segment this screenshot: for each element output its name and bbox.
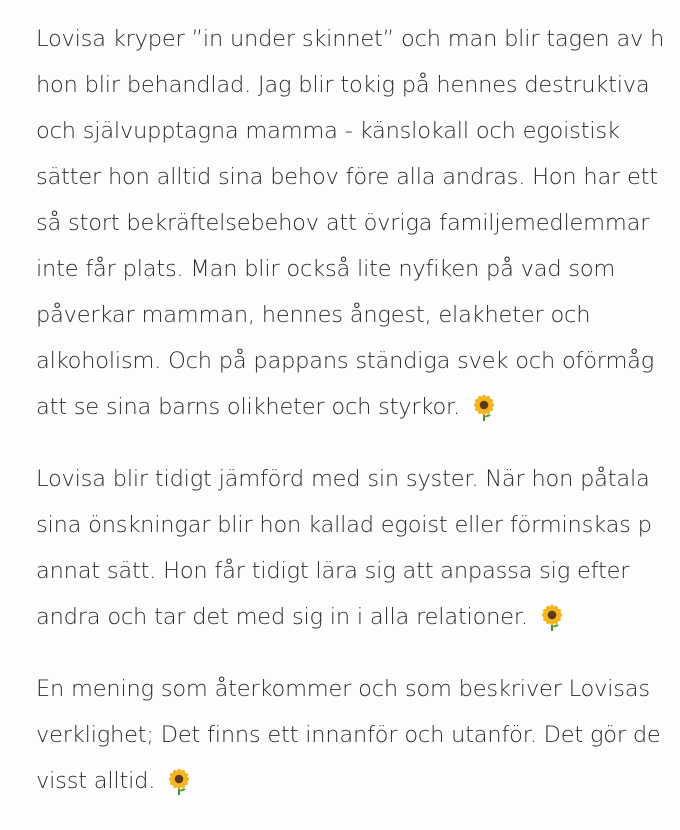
text-line: verklighet; Det finns ett innanför och utanför. Det gör de	[36, 722, 661, 748]
text-line: visst alltid.	[36, 768, 156, 794]
text-line: En mening som återkommer och som beskriver Lovisas	[36, 676, 650, 702]
text-line: påverkar mamman, hennes ångest, elakheter och	[36, 302, 591, 328]
sunflower-icon	[470, 394, 498, 422]
text-line: Lovisa kryper ”in under skinnet” och man blir tagen av h	[36, 26, 665, 52]
text-line-with-icon	[36, 384, 680, 430]
text-line: inte får plats. Man blir också lite nyfiken på vad som	[36, 256, 616, 282]
paragraph-3	[36, 666, 680, 804]
text-line: sätter hon alltid sina behov före alla andras. Hon har ett	[36, 164, 658, 190]
text-line: Lovisa blir tidigt jämförd med sin syster. När hon påtala	[36, 466, 650, 492]
text-line-with-icon	[36, 758, 680, 804]
text-line: annat sätt. Hon får tidigt lära sig att anpassa sig efter	[36, 558, 630, 584]
sunflower-icon	[165, 768, 193, 796]
post-body	[36, 16, 680, 830]
text-line-with-icon	[36, 594, 680, 640]
text-line: andra och tar det med sig in i alla relationer.	[36, 604, 528, 630]
text-line: att se sina barns olikheter och styrkor.	[36, 394, 460, 420]
text-line: sina önskningar blir hon kallad egoist eller förminskas p	[36, 512, 652, 538]
text-line: och självupptagna mamma - känslokall och egoistisk	[36, 118, 620, 144]
paragraph-1	[36, 16, 680, 430]
text-line: så stort bekräftelsebehov att övriga familjemedlemmar	[36, 210, 650, 236]
text-line: hon blir behandlad. Jag blir tokig på hennes destruktiva	[36, 72, 650, 98]
sunflower-icon	[538, 604, 566, 632]
paragraph-2	[36, 456, 680, 640]
text-line: alkoholism. Och på pappans ständiga svek och oförmåg	[36, 348, 655, 374]
